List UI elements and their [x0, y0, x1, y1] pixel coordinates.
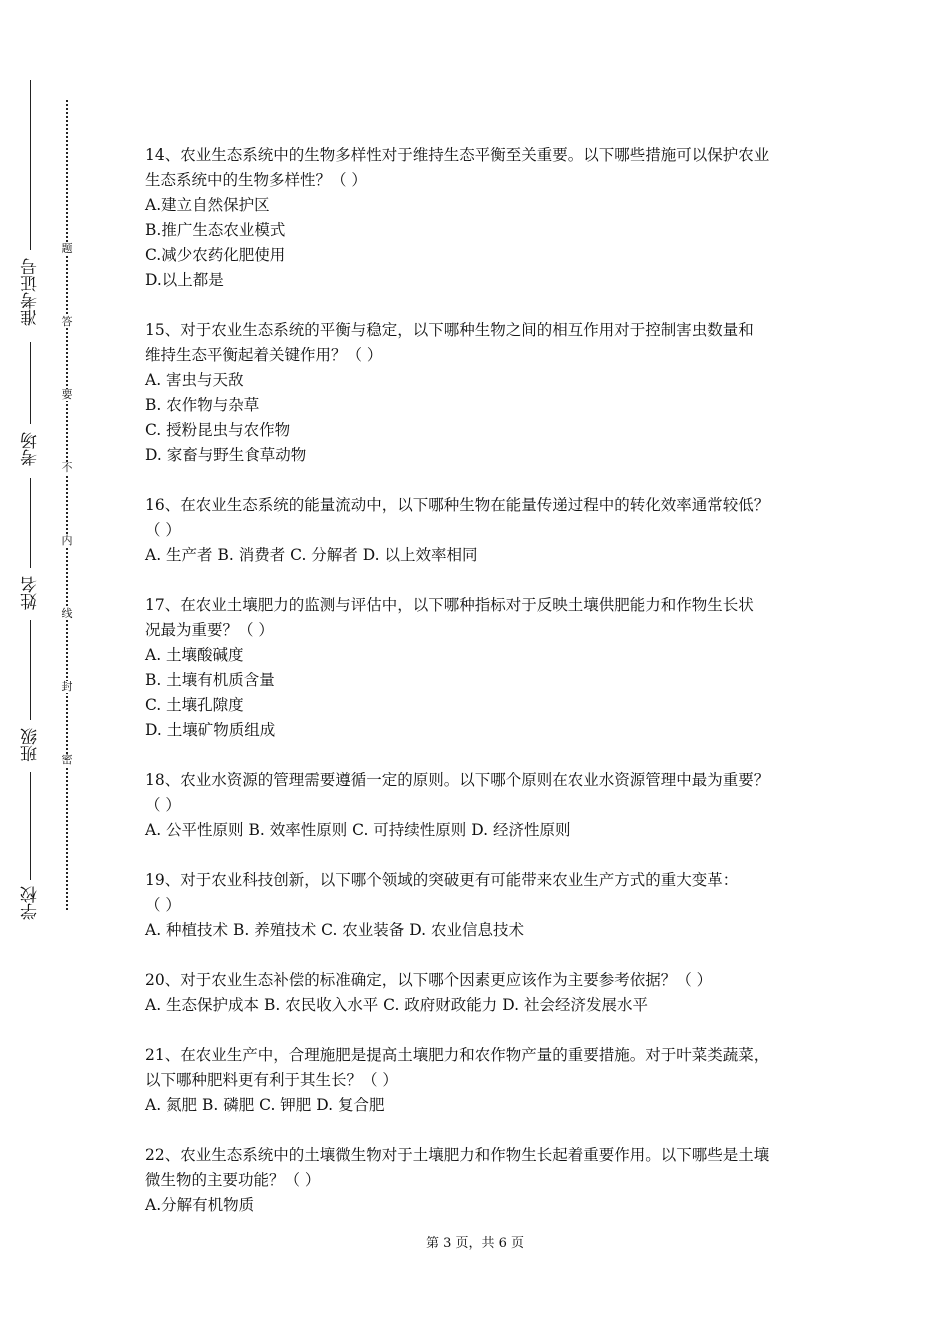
option: A. 土壤酸碱度: [145, 646, 244, 664]
school-label: 学校: [21, 886, 41, 920]
margin-line: [30, 80, 31, 250]
seal-char: 题: [61, 242, 73, 255]
margin-line: [30, 342, 31, 424]
question-16: [145, 493, 815, 568]
question-20: [145, 968, 815, 1018]
seal-char: 要: [61, 388, 73, 401]
option: D. 土壤矿物质组成: [145, 721, 276, 739]
option: A. 氮肥 B. 磷肥 C. 钾肥 D. 复合肥: [145, 1096, 385, 1114]
option: D.以上都是: [145, 271, 224, 289]
question-stem: （ ）: [145, 896, 181, 914]
option: A. 生产者 B. 消费者 C. 分解者 D. 以上效率相同: [145, 546, 478, 564]
question-22: [145, 1143, 815, 1218]
exam-id-label: 准考证号: [21, 258, 41, 326]
question-stem: 16、在农业生态系统的能量流动中，以下哪种生物在能量传递过程中的转化效率通常较低？: [145, 496, 770, 514]
question-21: [145, 1043, 815, 1118]
binding-margin: [20, 80, 42, 940]
question-stem: （ ）: [145, 521, 181, 539]
option: B. 土壤有机质含量: [145, 671, 275, 689]
question-15: [145, 318, 815, 468]
option: C.减少农药化肥使用: [145, 246, 286, 264]
option: A. 种植技术 B. 养殖技术 C. 农业装备 D. 农业信息技术: [145, 921, 524, 939]
option: C. 土壤孔隙度: [145, 696, 244, 714]
question-stem: 17、在农业土壤肥力的监测与评估中，以下哪种指标对于反映土壤供肥能力和作物生长状: [145, 596, 754, 614]
question-stem: （ ）: [145, 796, 181, 814]
option: A. 害虫与天敌: [145, 371, 244, 389]
question-stem: 以下哪种肥料更有利于其生长？（ ）: [145, 1071, 398, 1089]
option: A. 公平性原则 B. 效率性原则 C. 可持续性原则 D. 经济性原则: [145, 821, 571, 839]
question-18: [145, 768, 815, 843]
question-stem: 14、农业生态系统中的生物多样性对于维持生态平衡至关重要。以下哪些措施可以保护农业: [145, 146, 770, 164]
question-stem: 维持生态平衡起着关键作用？（ ）: [145, 346, 383, 364]
question-14: [145, 143, 815, 293]
question-stem: 21、在农业生产中，合理施肥是提高土壤肥力和农作物产量的重要措施。对于叶菜类蔬菜，: [145, 1046, 770, 1064]
question-stem: 18、农业水资源的管理需要遵循一定的原则。以下哪个原则在农业水资源管理中最为重要？: [145, 771, 770, 789]
option: B. 农作物与杂草: [145, 396, 260, 414]
seal-char: 封: [61, 680, 73, 693]
seal-char: 线: [61, 607, 73, 620]
question-stem: 19、对于农业科技创新，以下哪个领域的突破更有可能带来农业生产方式的重大变革：: [145, 871, 739, 889]
seal-char: 不: [61, 461, 73, 474]
question-19: [145, 868, 815, 943]
class-label: 班级: [21, 728, 41, 762]
option: C. 授粉昆虫与农作物: [145, 421, 291, 439]
question-stem: 生态系统中的生物多样性？（ ）: [145, 171, 367, 189]
option: A. 生态保护成本 B. 农民收入水平 C. 政府财政能力 D. 社会经济发展水平: [145, 996, 648, 1014]
name-label: 姓名: [21, 576, 41, 610]
exam-room-label: 考场: [21, 432, 41, 466]
option: D. 家畜与野生食草动物: [145, 446, 307, 464]
question-stem: 20、对于农业生态补偿的标准确定，以下哪个因素更应该作为主要参考依据？（ ）: [145, 971, 713, 989]
seal-dotted-line: [66, 100, 68, 910]
margin-line: [30, 478, 31, 568]
question-stem: 微生物的主要功能？（ ）: [145, 1171, 321, 1189]
seal-char: 内: [61, 534, 73, 547]
question-17: [145, 593, 815, 743]
seal-char: 答: [61, 315, 73, 328]
margin-line: [30, 620, 31, 720]
question-stem: 况最为重要？（ ）: [145, 621, 274, 639]
question-list: [145, 143, 815, 1243]
margin-line: [30, 772, 31, 880]
option: B.推广生态农业模式: [145, 221, 286, 239]
option: A.分解有机物质: [145, 1196, 255, 1214]
seal-char: 密: [61, 753, 73, 766]
option: A.建立自然保护区: [145, 196, 270, 214]
question-stem: 15、对于农业生态系统的平衡与稳定，以下哪种生物之间的相互作用对于控制害虫数量和: [145, 321, 754, 339]
page-footer: 第 3 页，共 6 页: [425, 1236, 525, 1251]
question-stem: 22、农业生态系统中的土壤微生物对于土壤肥力和作物生长起着重要作用。以下哪些是土壤: [145, 1146, 770, 1164]
